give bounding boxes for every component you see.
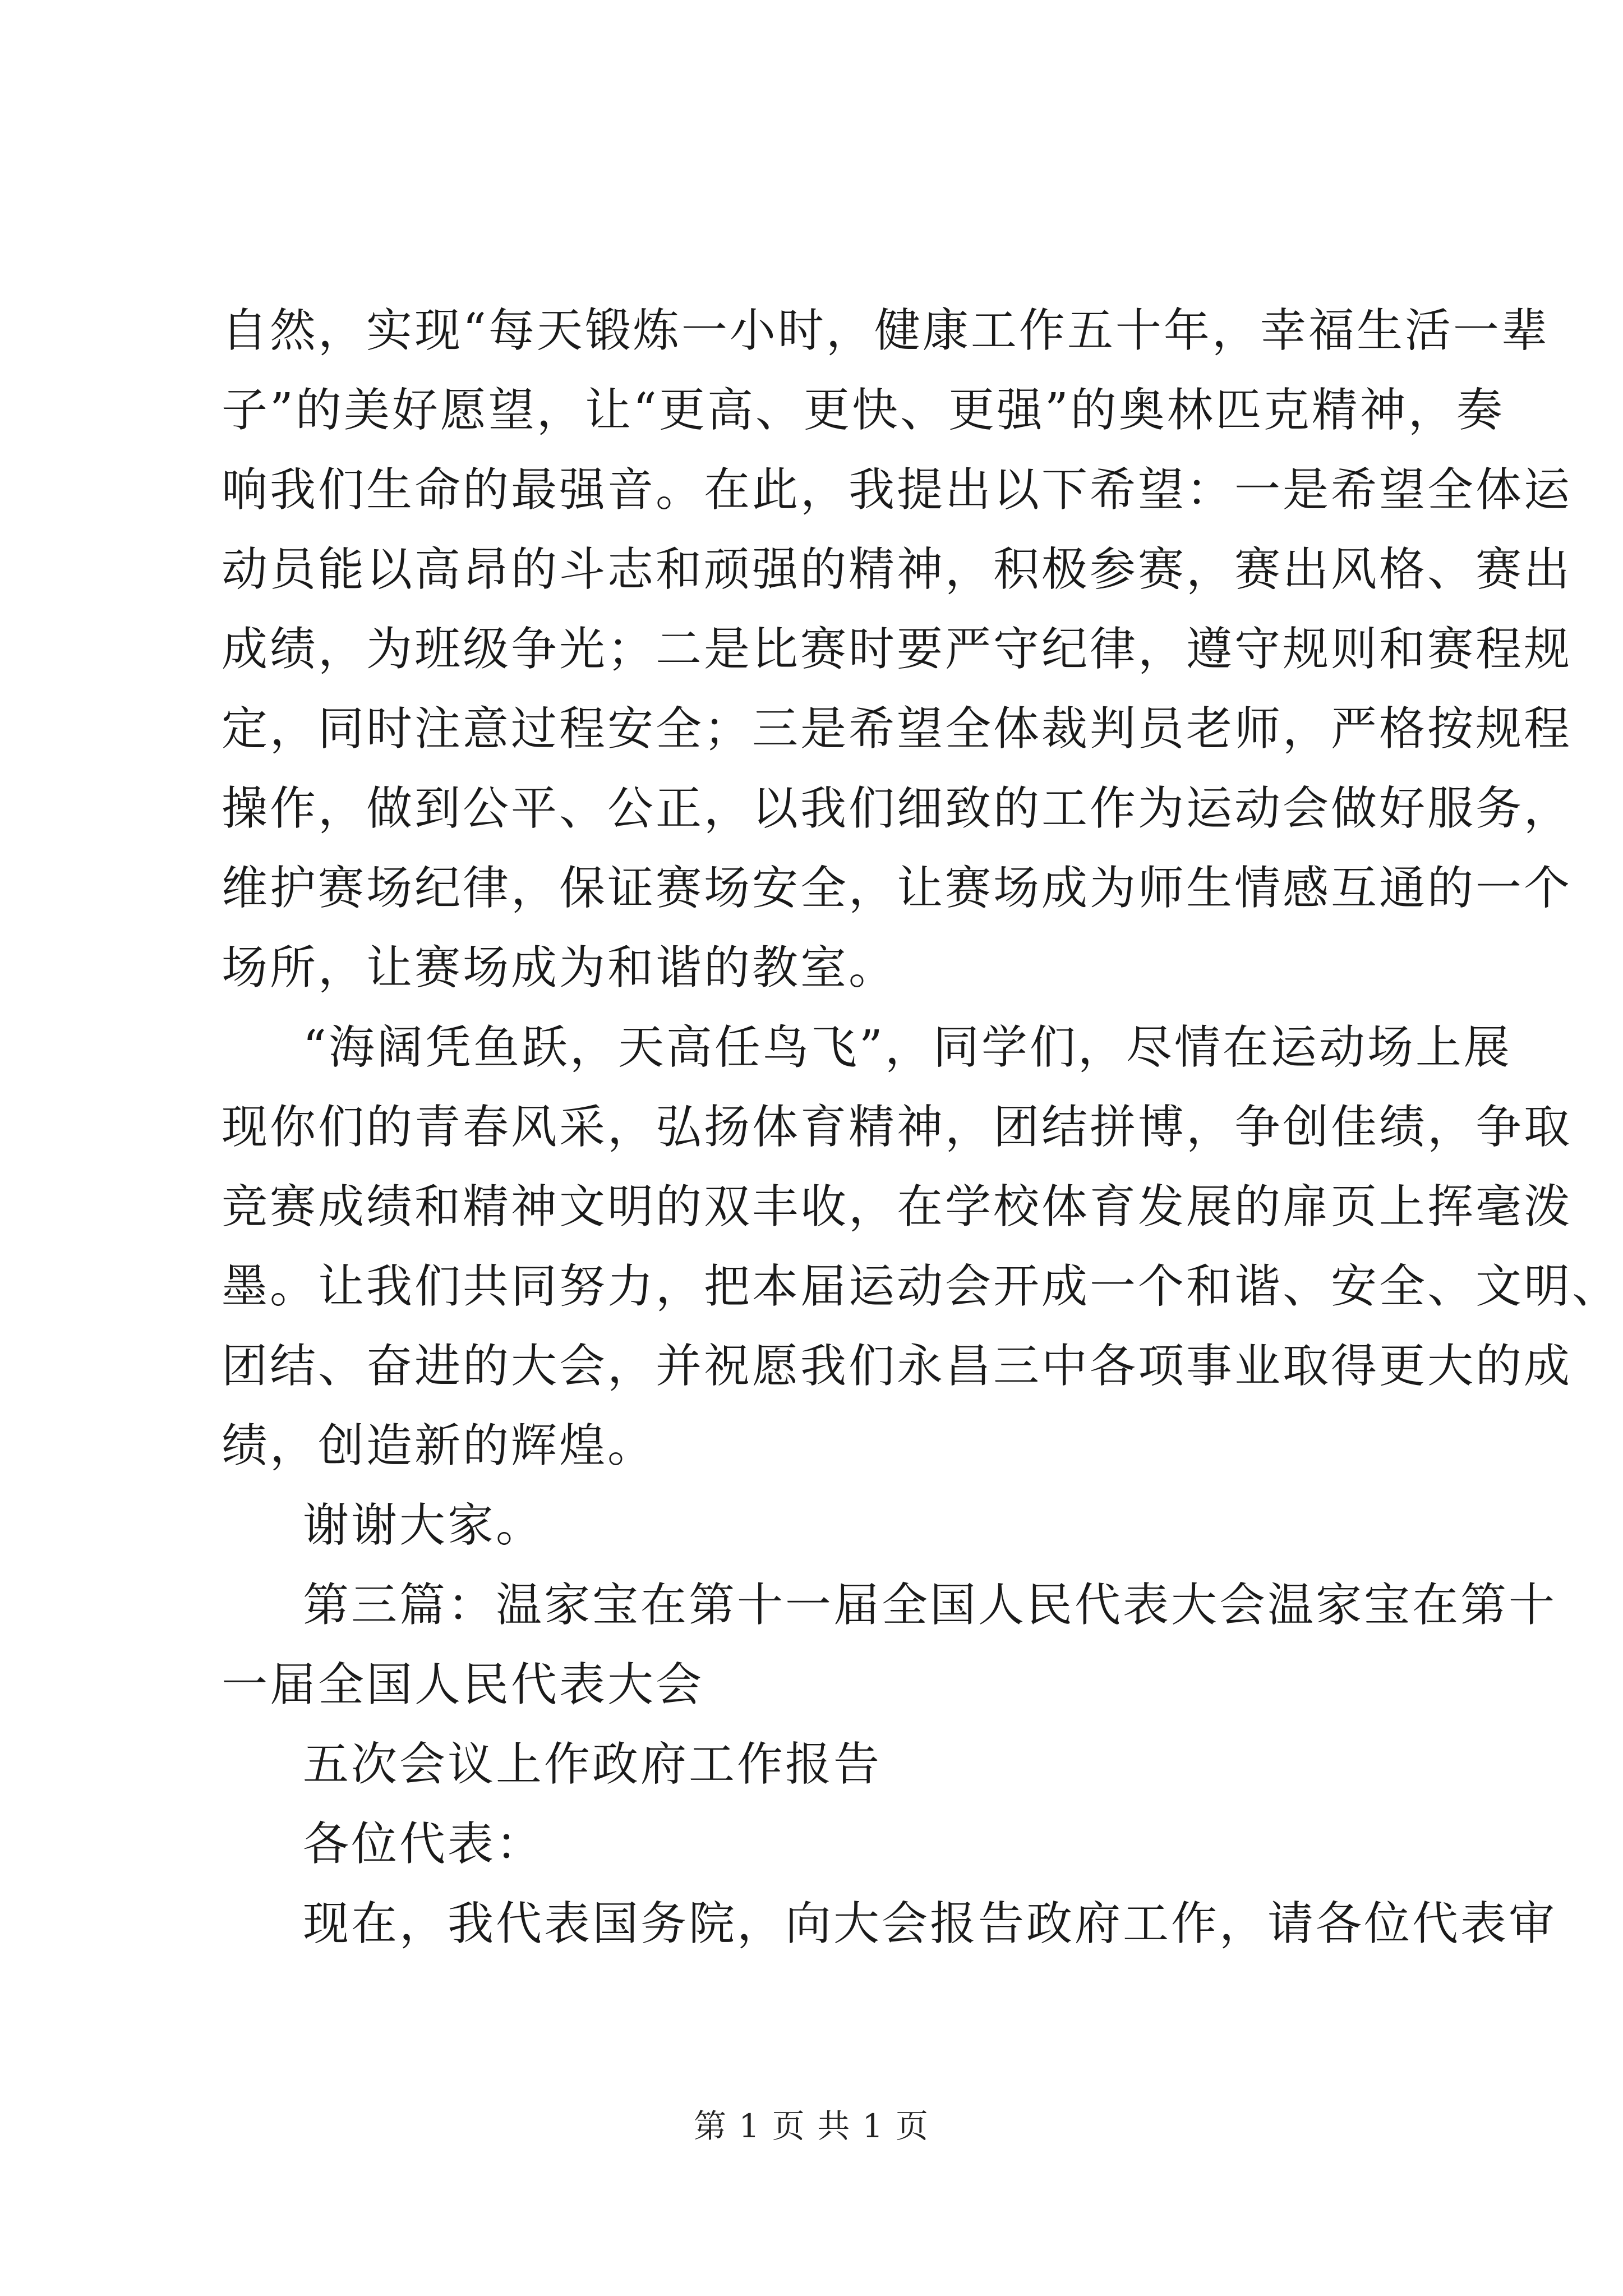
page-footer: 第 1 页 共 1 页 xyxy=(694,2107,929,2145)
text-line: 响我们生命的最强音。在此，我提出以下希望：一是希望全体运 xyxy=(222,463,1573,517)
text-line: 竞赛成绩和精神文明的双丰收，在学校体育发展的扉页上挥毫泼 xyxy=(222,1180,1573,1234)
section-heading-line: 第三篇：温家宝在第十一届全国人民代表大会温家宝在第十 xyxy=(303,1579,1557,1632)
text-line: 维护赛场纪律，保证赛场安全，让赛场成为师生情感互通的一个 xyxy=(222,862,1573,915)
section-heading-line: 一届全国人民代表大会 xyxy=(222,1658,704,1711)
paragraph-start-line: 现在，我代表国务院，向大会报告政府工作，请各位代表审 xyxy=(303,1897,1557,1950)
section-subheading: 五次会议上作政府工作报告 xyxy=(303,1738,882,1791)
text-line: 操作，做到公平、公正，以我们细致的工作为运动会做好服务， xyxy=(222,782,1573,835)
closing-thanks: 谢谢大家。 xyxy=(303,1499,545,1552)
text-line: 定，同时注意过程安全；三是希望全体裁判员老师，严格按规程 xyxy=(222,702,1573,756)
text-line: 场所，让赛场成为和谐的教室。 xyxy=(222,941,897,995)
text-line: 现你们的青春风采，弘扬体育精神，团结拼博，争创佳绩，争取 xyxy=(222,1101,1573,1154)
text-line: 墨。让我们共同努力，把本届运动会开成一个和谐、安全、文明、 xyxy=(222,1260,1621,1313)
text-line: 自然，实现“每天锻炼一小时，健康工作五十年，幸福生活一辈 xyxy=(222,304,1550,357)
text-line: 子”的美好愿望，让“更高、更快、更强”的奥林匹克精神，奏 xyxy=(222,384,1505,437)
paragraph-start-line: “海阔凭鱼跃，天高任鸟飞”，同学们，尽情在运动场上展 xyxy=(303,1021,1512,1074)
salutation: 各位代表： xyxy=(303,1818,545,1871)
text-line: 动员能以高昂的斗志和顽强的精神，积极参赛，赛出风格、赛出 xyxy=(222,543,1573,596)
text-line: 团结、奋进的大会，并祝愿我们永昌三中各项事业取得更大的成 xyxy=(222,1340,1573,1393)
text-line: 成绩，为班级争光；二是比赛时要严守纪律，遵守规则和赛程规 xyxy=(222,623,1573,676)
text-line: 绩，创造新的辉煌。 xyxy=(222,1419,656,1473)
